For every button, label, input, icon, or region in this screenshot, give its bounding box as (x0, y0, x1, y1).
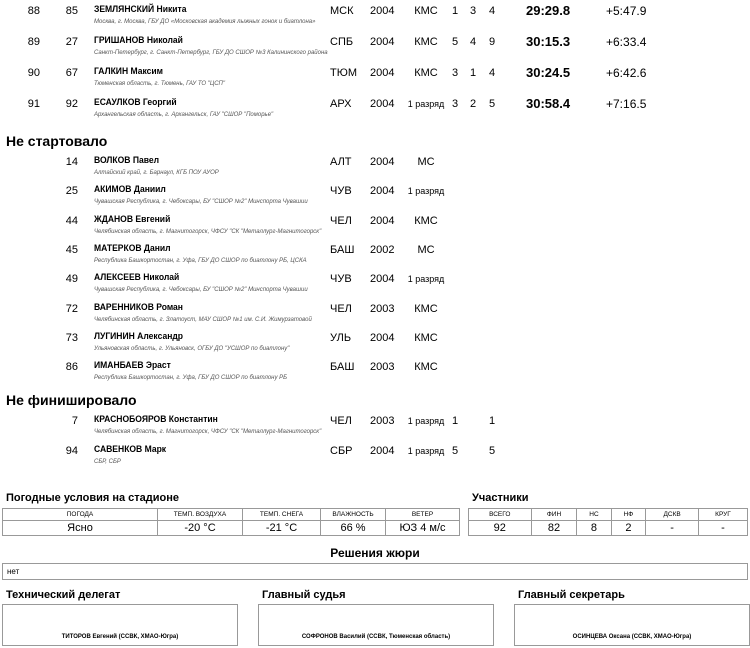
athlete-shooting-1: 5 (452, 445, 459, 457)
athlete-club: Москва, г. Москва, ГБУ ДО «Московская академия лыжных гонок и биатлона» (94, 19, 316, 25)
athlete-rank: КМС (414, 5, 438, 17)
dnf-section-title: Не финишировало (6, 392, 137, 408)
athlete-year: 2003 (370, 302, 395, 315)
athlete-club: Республика Башкортостан, г. Уфа, ГБУ ДО СШОР по биатлону РБ (94, 375, 288, 382)
athlete-rank: КМС (414, 302, 438, 315)
athlete-row (0, 211, 750, 241)
participants-value: 92 (469, 521, 532, 536)
athlete-rank: 1 разряд (407, 274, 445, 285)
athlete-bib: 44 (65, 214, 78, 227)
weather-value: 66 % (321, 521, 386, 536)
athlete-time: 29:29.8 (526, 3, 571, 18)
athlete-bib: 94 (65, 445, 78, 457)
chief-judge-box (258, 604, 494, 646)
athlete-bib: 67 (65, 67, 78, 79)
athlete-row (0, 240, 750, 270)
athlete-shooting-2: 3 (470, 5, 477, 17)
athlete-name: ГАЛКИН Максим (94, 66, 163, 76)
athlete-club: Чувашская Республика, г. Чебоксары, БУ "СШОР №2" Минспорта Чувашии (94, 199, 308, 206)
athlete-row (0, 441, 750, 471)
weather-header: ТЕМП. СНЕГА (243, 509, 321, 521)
athlete-bib: 86 (65, 361, 78, 374)
athlete-year: 2003 (370, 415, 395, 427)
weather-value: -20 °C (158, 521, 243, 536)
weather-value: -21 °C (243, 521, 321, 536)
athlete-row (0, 32, 750, 62)
athlete-gap: +6:33.4 (606, 35, 647, 49)
athlete-bib: 49 (65, 273, 78, 286)
athlete-shooting-total: 9 (489, 36, 496, 48)
athlete-region: БАШ (330, 361, 355, 374)
athlete-region: ТЮМ (330, 67, 357, 79)
athlete-bib: 7 (71, 415, 78, 427)
jury-title: Решения жюри (330, 546, 420, 560)
athlete-club: Алтайский край, г. Барнаул, КГБ ПОУ АУОР (94, 170, 219, 176)
participants-header: КРУГ (698, 509, 747, 521)
athlete-name: ЗЕМЛЯНСКИЙ Никита (94, 4, 187, 14)
athlete-row (0, 269, 750, 299)
athlete-shooting-total: 4 (489, 67, 496, 79)
athlete-time: 30:58.4 (526, 96, 571, 111)
athlete-shooting-1: 3 (452, 98, 459, 110)
athlete-year: 2004 (370, 36, 395, 48)
athlete-time: 30:24.5 (526, 65, 571, 80)
athlete-place: 90 (27, 67, 40, 79)
tech-delegate-box (2, 604, 238, 646)
athlete-name: КРАСНОБОЯРОВ Константин (94, 414, 218, 424)
athlete-year: 2004 (370, 5, 395, 17)
athlete-year: 2004 (370, 156, 395, 168)
athlete-club: Чувашская Республика, г. Чебоксары, БУ "СШОР №2" Минспорта Чувашии (94, 287, 308, 294)
athlete-shooting-total: 1 (489, 415, 496, 427)
athlete-club: Республика Башкортостан, г. Уфа, ГБУ ДО СШОР по биатлону РБ, ЦСКА (94, 257, 307, 264)
participants-header: ФИН (531, 509, 577, 521)
athlete-rank: 1 разряд (407, 99, 445, 109)
participants-header: НФ (611, 509, 646, 521)
athlete-bib: 27 (65, 36, 78, 48)
athlete-rank: 1 разряд (407, 186, 445, 197)
weather-header: ВЕТЕР (386, 509, 460, 521)
chief-secretary-name: ОСИНЦЕВА Оксана (ССВК, ХМАО-Югра) (572, 634, 692, 640)
athlete-rank: 1 разряд (407, 446, 445, 456)
participants-header: НС (577, 509, 611, 521)
participants-value: - (698, 521, 747, 536)
athlete-place: 91 (27, 98, 40, 110)
athlete-shooting-total: 5 (489, 98, 496, 110)
athlete-shooting-1: 3 (452, 67, 459, 79)
athlete-year: 2003 (370, 361, 395, 374)
jury-decision: нет (2, 563, 748, 580)
weather-value: Ясно (3, 521, 158, 536)
athlete-gap: +6:42.6 (606, 66, 647, 80)
athlete-name: АЛЕКСЕЕВ Николай (94, 272, 180, 283)
weather-header: ВЛАЖНОСТЬ (321, 509, 386, 521)
athlete-time: 30:15.3 (526, 34, 571, 49)
chief-secretary-box (514, 604, 750, 646)
athlete-row (0, 63, 750, 93)
athlete-bib: 25 (65, 185, 78, 198)
athlete-place: 88 (27, 5, 40, 17)
weather-table (2, 508, 460, 536)
athlete-region: АЛТ (330, 156, 352, 168)
athlete-shooting-1: 5 (452, 36, 459, 48)
athlete-shooting-1: 1 (452, 415, 459, 427)
athlete-rank: МС (417, 243, 435, 256)
athlete-row (0, 152, 750, 182)
athlete-rank: 1 разряд (407, 416, 445, 426)
athlete-name: ВАРЕННИКОВ Роман (94, 301, 183, 312)
athlete-year: 2002 (370, 243, 395, 256)
participants-header: ДСКВ (646, 509, 699, 521)
athlete-row (0, 357, 750, 387)
athlete-name: ВОЛКОВ Павел (94, 155, 160, 165)
athlete-row (0, 94, 750, 124)
athlete-name: ГРИШАНОВ Николай (94, 35, 183, 45)
participants-value: - (646, 521, 699, 536)
athlete-rank: КМС (414, 214, 438, 227)
athlete-region: МСК (330, 5, 354, 17)
athlete-row (0, 1, 750, 31)
tech-delegate-name: ТИТОРОВ Евгений (ССВК, ХМАО-Югра) (61, 634, 179, 640)
athlete-bib: 14 (65, 156, 78, 168)
athlete-rank: КМС (414, 67, 438, 79)
athlete-region: СПБ (330, 36, 354, 48)
athlete-rank: КМС (414, 361, 438, 374)
athlete-gap: +5:47.9 (606, 4, 647, 18)
weather-title: Погодные условия на стадионе (6, 492, 180, 504)
athlete-shooting-total: 5 (489, 445, 496, 457)
weather-header: ПОГОДА (3, 509, 158, 521)
participants-value: 82 (531, 521, 577, 536)
athlete-club: Челябинская область, г. Магнитогорск, ЧФСУ "СК "Металлург-Магнитогорск" (94, 228, 322, 235)
athlete-row (0, 299, 750, 329)
athlete-region: ЧУВ (330, 185, 352, 198)
weather-header: ТЕМП. ВОЗДУХА (158, 509, 243, 521)
athlete-region: ЧУВ (330, 273, 352, 286)
athlete-region: УЛЬ (330, 331, 352, 344)
athlete-bib: 73 (65, 331, 78, 344)
athlete-row (0, 181, 750, 211)
athlete-shooting-2: 2 (470, 98, 477, 110)
participants-header: ВСЕГО (469, 509, 532, 521)
participants-value: 8 (577, 521, 611, 536)
athlete-bib: 85 (65, 5, 78, 17)
athlete-shooting-2: 4 (470, 36, 477, 48)
athlete-name: ЖДАНОВ Евгений (94, 213, 171, 224)
athlete-row (0, 411, 750, 441)
athlete-year: 2004 (370, 214, 395, 227)
athlete-name: АКИМОВ Даниил (94, 184, 166, 195)
athlete-shooting-2: 1 (470, 67, 477, 79)
athlete-gap: +7:16.5 (606, 97, 647, 111)
athlete-place: 89 (27, 36, 40, 48)
chief-judge-name: СОФРОНОВ Василий (ССВК, Тюменская область) (301, 634, 451, 640)
participants-value: 2 (611, 521, 646, 536)
athlete-year: 2004 (370, 67, 395, 79)
athlete-bib: 92 (65, 98, 78, 110)
athlete-shooting-total: 4 (489, 5, 496, 17)
athlete-name: ЕСАУЛКОВ Георгий (94, 97, 177, 107)
athlete-club: Архангельская область, г. Архангельск, ГАУ "СШОР "Поморье" (94, 112, 274, 118)
athlete-club: Санкт-Петербург, г. Санкт-Петербург, ГБУ ДО СШОР №3 Калининского района (94, 50, 328, 56)
athlete-year: 2004 (370, 273, 395, 286)
athlete-year: 2004 (370, 445, 395, 457)
athlete-club: Челябинская область, г. Магнитогорск, ЧФСУ "СК "Металлург-Магнитогорск" (94, 429, 322, 435)
athlete-region: БАШ (330, 243, 355, 256)
athlete-rank: МС (417, 156, 435, 168)
athlete-rank: КМС (414, 36, 438, 48)
athlete-club: Ульяновская область, г. Ульяновск, ОГБУ ДО "УСШОР по биатлону" (94, 345, 290, 352)
athlete-club: Тюменская область, г. Тюмень, ГАУ ТО "ЦСП" (94, 81, 226, 87)
athlete-name: САВЕНКОВ Марк (94, 444, 167, 454)
chief-judge-title: Главный судья (262, 589, 346, 601)
athlete-region: АРХ (330, 98, 352, 110)
athlete-name: ЛУГИНИН Александр (94, 330, 184, 341)
athlete-rank: КМС (414, 331, 438, 344)
athlete-region: ЧЕЛ (330, 302, 352, 315)
athlete-year: 2004 (370, 98, 395, 110)
athlete-bib: 72 (65, 302, 78, 315)
athlete-club: Челябинская область, г. Златоуст, МАУ СШОР №1 им. С.И. Жимурзатовой (94, 316, 312, 323)
athlete-row (0, 328, 750, 358)
athlete-region: ЧЕЛ (330, 415, 352, 427)
tech-delegate-title: Технический делегат (6, 589, 121, 601)
athlete-region: ЧЕЛ (330, 214, 352, 227)
weather-value: ЮЗ 4 м/с (386, 521, 460, 536)
participants-table (468, 508, 748, 536)
athlete-bib: 45 (65, 243, 78, 256)
athlete-name: ИМАНБАЕВ Эраст (94, 360, 171, 371)
dns-section-title: Не стартовало (6, 133, 108, 149)
athlete-name: МАТЕРКОВ Данил (94, 242, 171, 253)
participants-title: Участники (472, 492, 529, 504)
athlete-shooting-1: 1 (452, 5, 459, 17)
athlete-region: СБР (330, 445, 353, 457)
athlete-year: 2004 (370, 331, 395, 344)
athlete-club: СБР, СБР (94, 459, 121, 465)
chief-secretary-title: Главный секретарь (518, 589, 625, 601)
athlete-year: 2004 (370, 185, 395, 198)
